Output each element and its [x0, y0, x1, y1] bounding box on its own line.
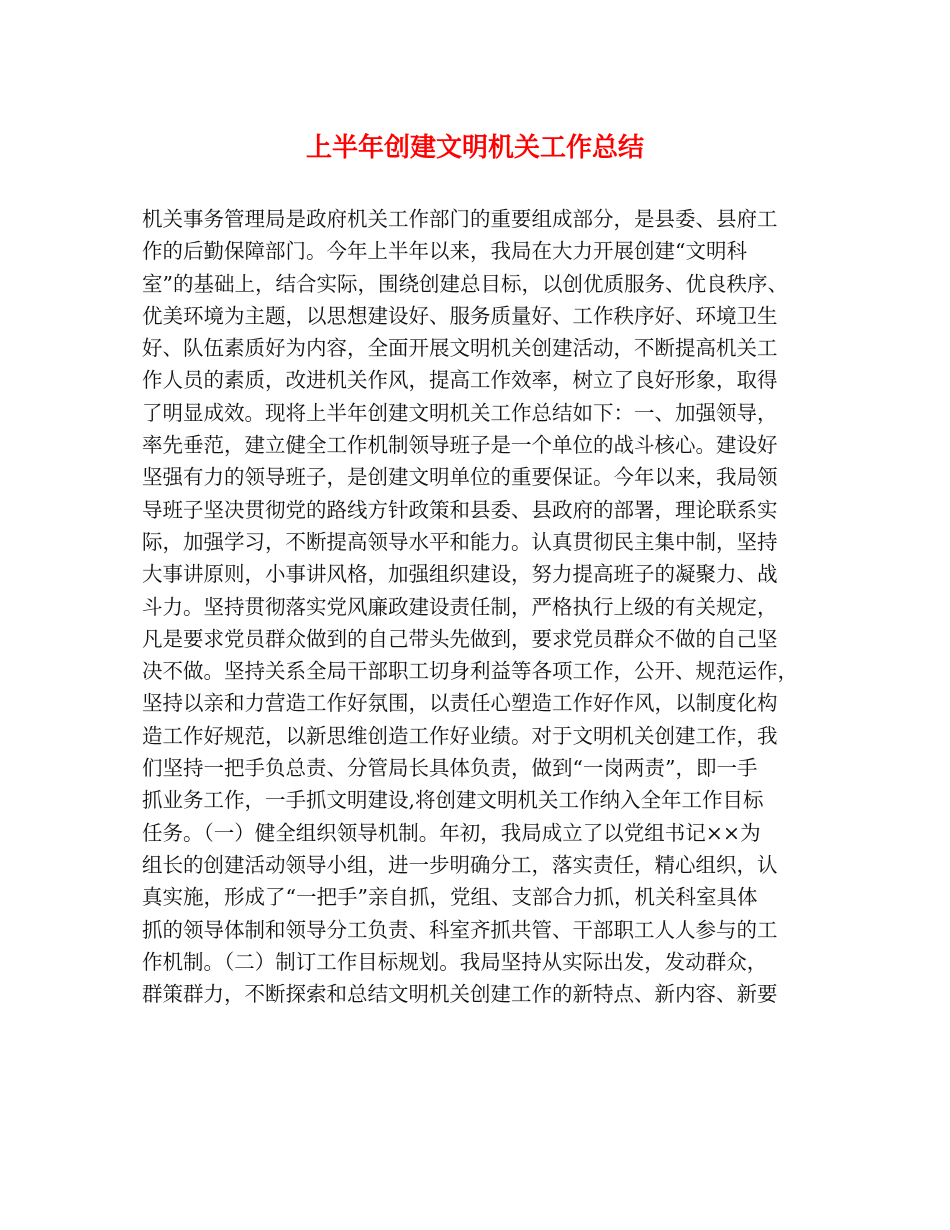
body-line: 群策群力，不断探索和总结文明机关创建工作的新特点、新内容、新要 — [142, 982, 778, 1007]
body-line: 率先垂范，建立健全工作机制领导班子是一个单位的战斗核心。建设好 — [142, 433, 778, 458]
document-body — [142, 203, 812, 1010]
body-line: 造工作好规范，以新思维创造工作好业绩。对于文明机关创建工作，我 — [142, 723, 778, 748]
body-line: 作的后勤保障部门。今年上半年以来，我局在大力开展创建“文明科 — [142, 239, 747, 264]
body-line: 抓的领导体制和领导分工负责、科室齐抓共管、干部职工人人参与的工 — [142, 917, 778, 942]
body-line: 坚持以亲和力营造工作好氛围，以责任心塑造工作好作风，以制度化构 — [142, 691, 778, 716]
body-line: 导班子坚决贯彻党的路线方针政策和县委、县政府的部署，理论联系实 — [142, 497, 778, 522]
body-line: 组长的创建活动领导小组，进一步明确分工，落实责任，精心组织，认 — [142, 852, 778, 877]
body-line: 们坚持一把手负总责、分管局长具体负责，做到“一岗两责”，即一手 — [142, 756, 758, 781]
body-line: 凡是要求党员群众做到的自己带头先做到，要求党员群众不做的自己坚 — [142, 626, 778, 651]
body-line: 室”的基础上，结合实际，围绕创建总目标，以创优质服务、优良秩序、 — [142, 271, 788, 296]
body-line: 机关事务管理局是政府机关工作部门的重要组成部分，是县委、县府工 — [142, 207, 778, 231]
body-line: 任务。（一）健全组织领导机制。年初，我局成立了以党组书记××为 — [142, 820, 761, 845]
body-line: 作人员的素质，改进机关作风，提高工作效率，树立了良好形象，取得 — [142, 368, 778, 393]
body-line: 真实施，形成了“一把手”亲自抓，党组、支部合力抓，机关科室具体 — [142, 885, 758, 910]
body-line: 决不做。坚持关系全局干部职工切身利益等各项工作，公开、规范运作， — [142, 659, 798, 684]
body-line: 了明显成效。现将上半年创建文明机关工作总结如下：一、加强领导， — [142, 400, 778, 425]
body-line: 优美环境为主题，以思想建设好、服务质量好、工作秩序好、环境卫生 — [142, 303, 778, 328]
body-line: 际，加强学习，不断提高领导水平和能力。认真贯彻民主集中制，坚持 — [142, 529, 778, 554]
body-line: 作机制。（二）制订工作目标规划。我局坚持从实际出发，发动群众， — [142, 949, 768, 974]
body-line: 坚强有力的领导班子，是创建文明单位的重要保证。今年以来，我局领 — [142, 465, 778, 490]
document-title: 上半年创建文明机关工作总结 — [305, 133, 644, 163]
body-line: 好、队伍素质好为内容，全面开展文明机关创建活动，不断提高机关工 — [142, 336, 778, 361]
body-line: 大事讲原则，小事讲风格，加强组织建设，努力提高班子的凝聚力、战 — [142, 562, 778, 587]
body-line: 斗力。坚持贯彻落实党风廉政建设责任制，严格执行上级的有关规定， — [142, 594, 778, 619]
body-line: 抓业务工作，一手抓文明建设,将创建文明机关工作纳入全年工作目标 — [142, 788, 764, 813]
